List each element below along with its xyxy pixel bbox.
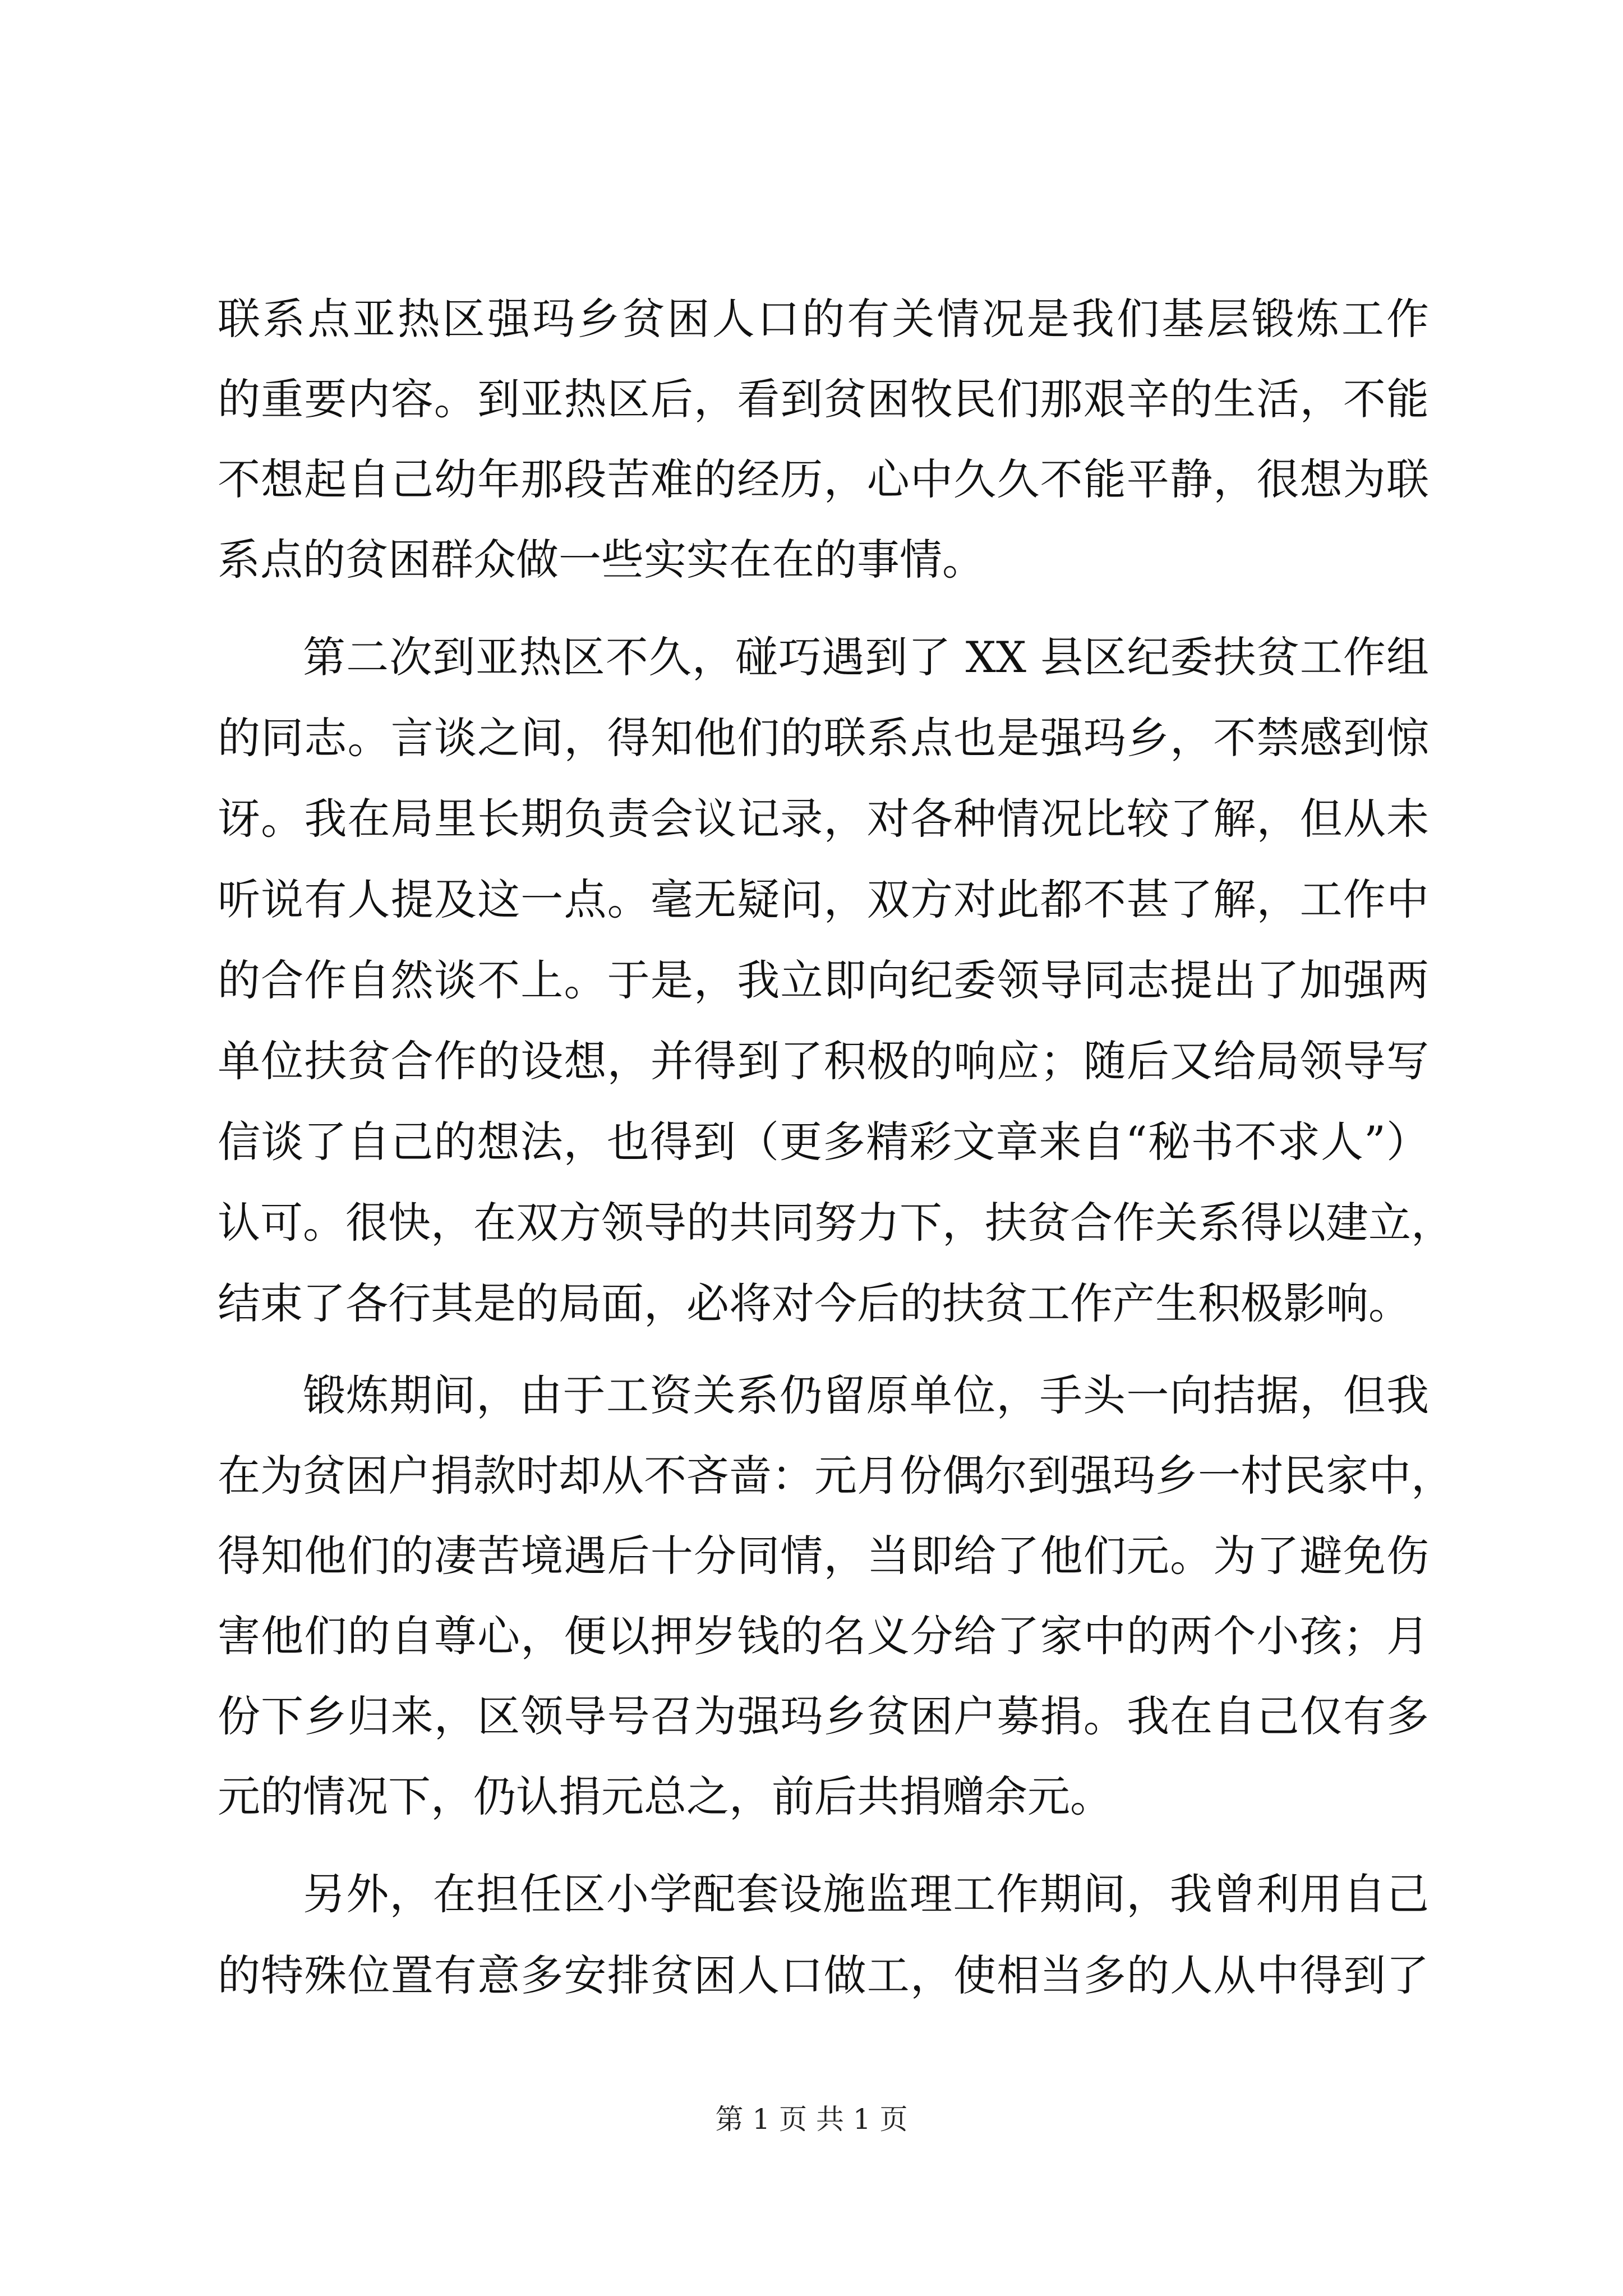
body-text-line: 的重要内容。到亚热区后，看到贫困牧民们那艰辛的生活，不能 [218,374,1429,424]
body-text-line: 结束了各行其是的局面，必将对今后的扶贫工作产生积极影响。 [218,1278,1411,1328]
paragraph-first-line: 第二次到亚热区不久，碰巧遇到了 XX 县区纪委扶贫工作组 [303,632,1429,682]
body-text-line: 元的情况下，仍认捐元总之，前后共捐赠余元。 [218,1772,1113,1821]
body-text-line: 的同志。言谈之间，得知他们的联系点也是强玛乡，不禁感到惊 [218,713,1429,763]
paragraph-first-line: 另外，在担任区小学配套设施监理工作期间，我曾利用自己 [303,1869,1429,1919]
body-text-line: 听说有人提及这一点。毫无疑问，双方对此都不甚了解，工作中 [218,875,1429,924]
body-text-line: 不想起自己幼年那段苦难的经历，心中久久不能平静，很想为联 [218,454,1429,504]
body-text-line: 得知他们的凄苦境遇后十分同情，当即给了他们元。为了避免伤 [218,1531,1429,1581]
paragraph-first-line: 锻炼期间，由于工资关系仍留原单位，手头一向拮据，但我 [303,1370,1429,1420]
body-text-line: 份下乡归来，区领导号召为强玛乡贫困户募捐。我在自己仅有多 [218,1691,1429,1741]
body-text-line: 害他们的自尊心，便以押岁钱的名义分给了家中的两个小孩；月 [218,1611,1429,1661]
body-text-line: 系点的贫困群众做一些实实在在的事情。 [218,535,985,585]
body-text-line: 的合作自然谈不上。于是，我立即向纪委领导同志提出了加强两 [218,955,1429,1005]
page-number-footer: 第 1 页 共 1 页 [715,2103,908,2136]
body-text-line: 信谈了自己的想法，也得到（更多精彩文章来自“秘书不求人”） [218,1117,1429,1167]
body-text-line: 在为贫困户捐款时却从不吝啬：元月份偶尔到强玛乡一村民家中， [218,1451,1454,1501]
body-text-line: 讶。我在局里长期负责会议记录，对各种情况比较了解，但从未 [218,794,1429,844]
body-text-line: 认可。很快，在双方领导的共同努力下，扶贫合作关系得以建立， [218,1198,1454,1248]
body-text-line: 联系点亚热区强玛乡贫困人口的有关情况是我们基层锻炼工作 [218,294,1429,344]
body-text-line: 单位扶贫合作的设想，并得到了积极的响应；随后又给局领导写 [218,1036,1429,1086]
body-text-line: 的特殊位置有意多安排贫困人口做工，使相当多的人从中得到了 [218,1950,1429,2000]
